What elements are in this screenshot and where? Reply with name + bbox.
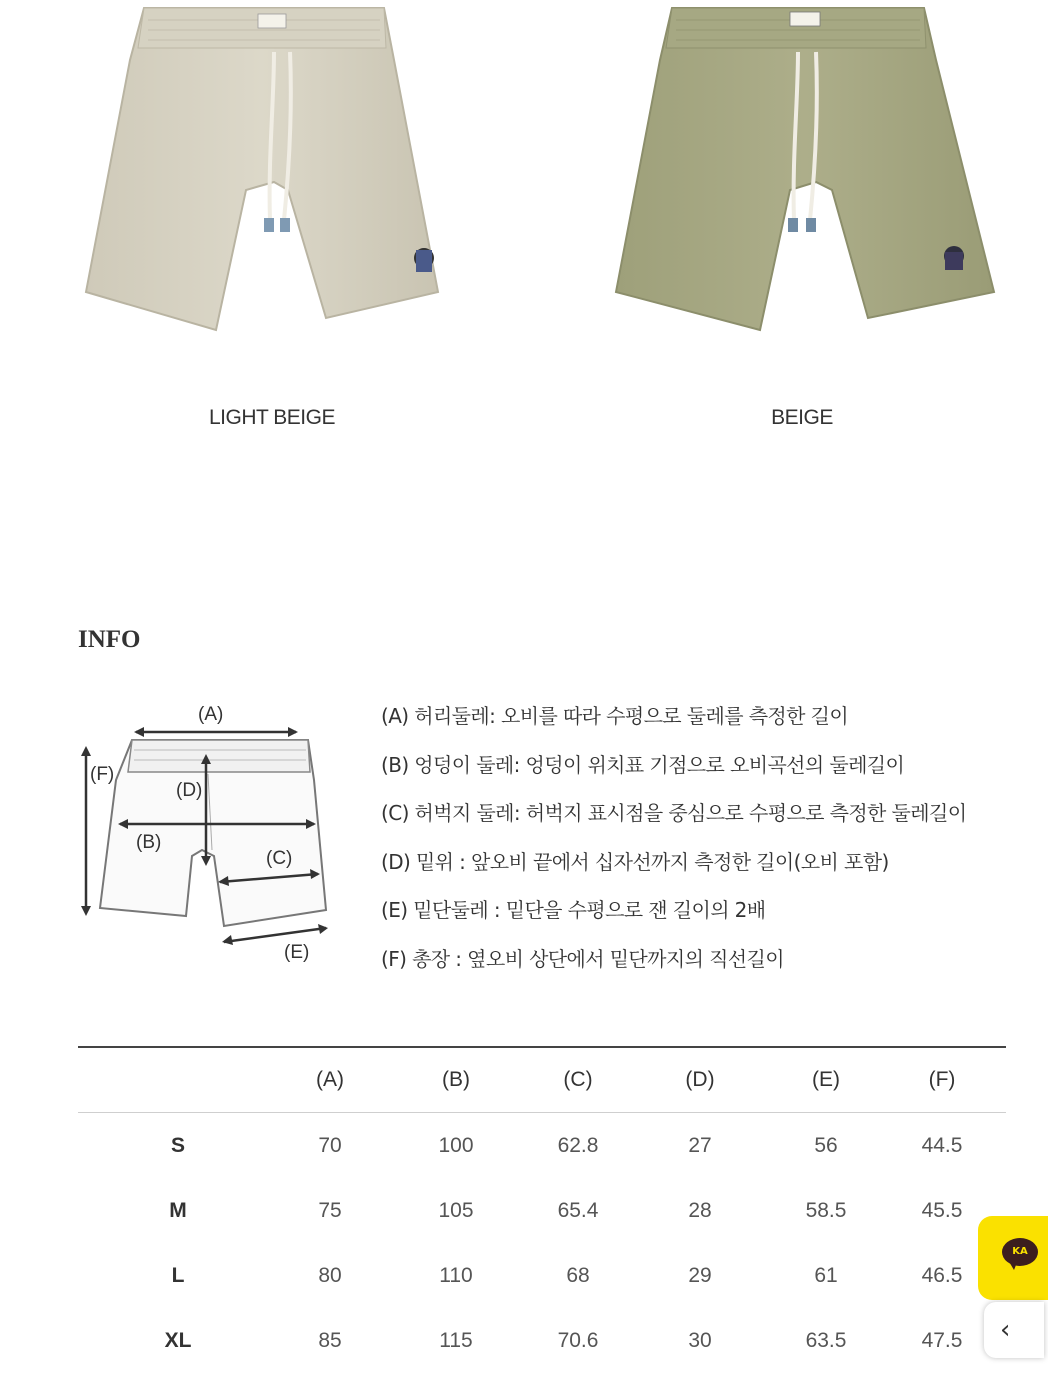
header-cell: (E) — [774, 1047, 878, 1113]
definition-b: (B) 엉덩이 둘레: 엉덩이 위치표 기점으로 오비곡선의 둘레길이 — [381, 752, 905, 777]
table-cell: 70 — [318, 1133, 342, 1157]
definition-c: (C) 허벅지 둘레: 허벅지 표시점을 중심으로 수평으로 측정한 둘레길이 — [381, 801, 967, 825]
color-label-light-beige: LIGHT BEIGE — [209, 406, 335, 429]
size-cell: M — [169, 1198, 187, 1222]
diagram-label-a: (A) — [198, 704, 224, 725]
kakao-icon: KA — [1002, 1238, 1038, 1266]
table-cell: 27 — [688, 1133, 712, 1157]
table-cell: 56 — [814, 1133, 838, 1157]
table-cell: 110 — [439, 1263, 473, 1287]
table-row — [78, 1178, 1006, 1243]
size-table — [78, 1046, 1006, 1373]
table-cell: 28 — [688, 1198, 712, 1222]
chevron-left-icon: ‹ — [1000, 1315, 1011, 1345]
product-image-light-beige[interactable] — [78, 0, 450, 335]
table-cell: 46.5 — [921, 1263, 963, 1287]
diagram-label-c: (C) — [266, 848, 293, 869]
table-cell: 115 — [439, 1328, 473, 1352]
table-cell: 30 — [688, 1328, 712, 1352]
size-table-header — [78, 1047, 1006, 1113]
table-cell: 44.5 — [921, 1133, 963, 1157]
kakao-bubble-tail — [1008, 1260, 1018, 1270]
kakao-chat-button[interactable] — [978, 1216, 1048, 1300]
table-cell: 105 — [438, 1198, 474, 1222]
header-cell: (D) — [626, 1047, 774, 1113]
diagram-label-f: (F) — [90, 764, 115, 785]
header-cell: (F) — [878, 1047, 1006, 1113]
table-row — [78, 1243, 1006, 1308]
table-cell: 58.5 — [805, 1198, 847, 1222]
color-label-beige: BEIGE — [771, 406, 833, 429]
diagram-label-e: (E) — [284, 942, 310, 963]
size-cell: S — [170, 1133, 185, 1157]
header-cell: (A) — [278, 1047, 382, 1113]
size-cell: XL — [164, 1328, 192, 1352]
header-cell: (C) — [530, 1047, 626, 1113]
table-cell: 75 — [318, 1198, 342, 1222]
diagram-label-d: (D) — [176, 780, 203, 801]
scroll-button[interactable] — [984, 1302, 1044, 1358]
table-cell: 61 — [814, 1263, 838, 1287]
table-cell: 100 — [438, 1133, 474, 1157]
table-cell: 70.6 — [557, 1328, 599, 1352]
table-row — [78, 1308, 1006, 1373]
product-image-beige[interactable] — [612, 0, 1002, 335]
table-row — [78, 1113, 1006, 1179]
header-cell: (B) — [382, 1047, 530, 1113]
info-title: INFO — [78, 626, 141, 653]
table-cell: 29 — [688, 1263, 712, 1287]
table-cell: 65.4 — [557, 1198, 599, 1222]
table-cell: 85 — [318, 1328, 342, 1352]
table-cell: 45.5 — [921, 1198, 963, 1222]
measurement-definitions — [381, 700, 966, 991]
shorts-measurement-diagram — [72, 690, 372, 970]
table-cell: 47.5 — [921, 1328, 963, 1352]
table-cell: 62.8 — [557, 1133, 599, 1157]
definition-a: (A) 허리둘레: 오비를 따라 수평으로 둘레를 측정한 길이 — [381, 704, 849, 728]
table-cell: 80 — [318, 1263, 342, 1287]
diagram-label-b: (B) — [136, 832, 162, 853]
definition-f: (F) 총장 : 옆오비 상단에서 밑단까지의 직선길이 — [381, 946, 784, 971]
size-cell: L — [171, 1263, 185, 1287]
definition-d: (D) 밑위 : 앞오비 끝에서 십자선까지 측정한 길이(오비 포함) — [381, 849, 889, 874]
table-cell: 63.5 — [805, 1328, 847, 1352]
table-cell: 68 — [566, 1263, 590, 1287]
header-cell — [78, 1047, 278, 1113]
definition-e: (E) 밑단둘레 : 밑단을 수평으로 잰 길이의 2배 — [381, 898, 766, 922]
